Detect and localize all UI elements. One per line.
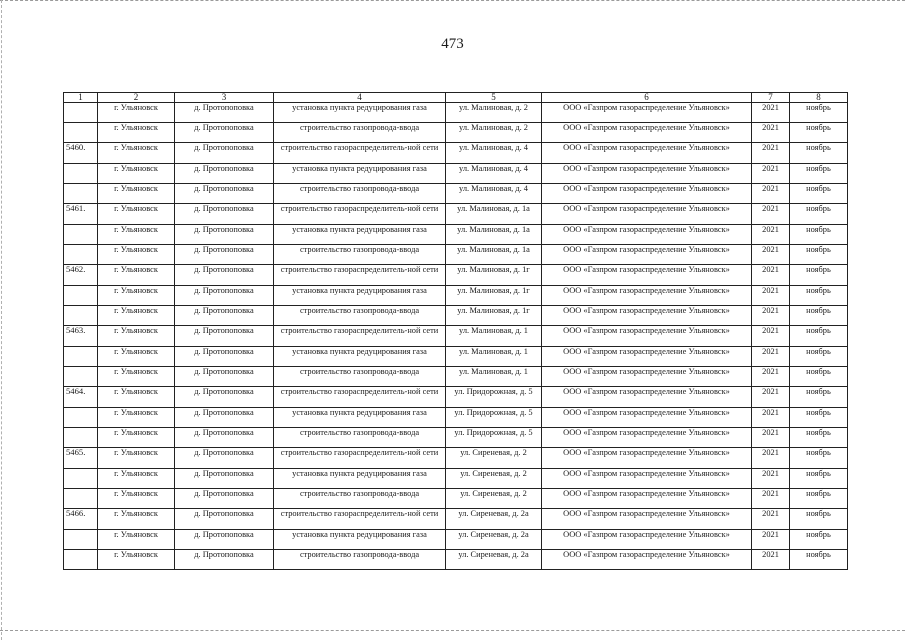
column-header: 3 bbox=[175, 93, 274, 103]
address-cell: ул. Малиновая, д. 1г bbox=[446, 286, 542, 306]
row-number: 5466. bbox=[64, 509, 98, 530]
village-cell: д. Протопоповка bbox=[175, 530, 274, 550]
year-cell: 2021 bbox=[752, 103, 790, 123]
organization-cell: ООО «Газпром газораспределение Ульяновск» bbox=[542, 530, 752, 550]
row-number: 5461. bbox=[64, 204, 98, 225]
work-type-cell: строительство газопровода-ввода bbox=[274, 550, 446, 570]
column-header: 1 bbox=[64, 93, 98, 103]
city-cell: г. Ульяновск bbox=[98, 326, 175, 347]
month-cell: ноябрь bbox=[790, 469, 848, 489]
row-number bbox=[64, 184, 98, 204]
work-type-cell: строительство газораспределитель-ной сети bbox=[274, 448, 446, 469]
column-header: 7 bbox=[752, 93, 790, 103]
column-header: 5 bbox=[446, 93, 542, 103]
year-cell: 2021 bbox=[752, 509, 790, 530]
city-cell: г. Ульяновск bbox=[98, 103, 175, 123]
month-cell: ноябрь bbox=[790, 326, 848, 347]
work-type-cell: установка пункта редуцирования газа bbox=[274, 469, 446, 489]
city-cell: г. Ульяновск bbox=[98, 367, 175, 387]
year-cell: 2021 bbox=[752, 367, 790, 387]
year-cell: 2021 bbox=[752, 530, 790, 550]
row-number bbox=[64, 103, 98, 123]
address-cell: ул. Малиновая, д. 4 bbox=[446, 184, 542, 204]
year-cell: 2021 bbox=[752, 428, 790, 448]
village-cell: д. Протопоповка bbox=[175, 428, 274, 448]
register-table bbox=[63, 92, 848, 570]
year-cell: 2021 bbox=[752, 225, 790, 245]
column-header: 8 bbox=[790, 93, 848, 103]
city-cell: г. Ульяновск bbox=[98, 245, 175, 265]
row-number bbox=[64, 367, 98, 387]
work-type-cell: строительство газораспределитель-ной сети bbox=[274, 387, 446, 408]
row-number: 5462. bbox=[64, 265, 98, 286]
year-cell: 2021 bbox=[752, 204, 790, 225]
city-cell: г. Ульяновск bbox=[98, 448, 175, 469]
table-row bbox=[64, 428, 848, 448]
village-cell: д. Протопоповка bbox=[175, 550, 274, 570]
row-number bbox=[64, 489, 98, 509]
work-type-cell: строительство газопровода-ввода bbox=[274, 428, 446, 448]
month-cell: ноябрь bbox=[790, 143, 848, 164]
village-cell: д. Протопоповка bbox=[175, 225, 274, 245]
year-cell: 2021 bbox=[752, 469, 790, 489]
table-row bbox=[64, 408, 848, 428]
organization-cell: ООО «Газпром газораспределение Ульяновск» bbox=[542, 367, 752, 387]
month-cell: ноябрь bbox=[790, 265, 848, 286]
village-cell: д. Протопоповка bbox=[175, 387, 274, 408]
year-cell: 2021 bbox=[752, 489, 790, 509]
address-cell: ул. Придорожная, д. 5 bbox=[446, 408, 542, 428]
organization-cell: ООО «Газпром газораспределение Ульяновск» bbox=[542, 448, 752, 469]
table-row bbox=[64, 530, 848, 550]
scan-edge-bottom bbox=[0, 630, 905, 632]
month-cell: ноябрь bbox=[790, 347, 848, 367]
work-type-cell: строительство газораспределитель-ной сети bbox=[274, 265, 446, 286]
organization-cell: ООО «Газпром газораспределение Ульяновск» bbox=[542, 225, 752, 245]
table-row bbox=[64, 164, 848, 184]
city-cell: г. Ульяновск bbox=[98, 123, 175, 143]
village-cell: д. Протопоповка bbox=[175, 306, 274, 326]
month-cell: ноябрь bbox=[790, 367, 848, 387]
row-number bbox=[64, 286, 98, 306]
address-cell: ул. Сиреневая, д. 2а bbox=[446, 550, 542, 570]
table-row bbox=[64, 509, 848, 530]
organization-cell: ООО «Газпром газораспределение Ульяновск» bbox=[542, 489, 752, 509]
table-row bbox=[64, 245, 848, 265]
organization-cell: ООО «Газпром газораспределение Ульяновск» bbox=[542, 265, 752, 286]
row-number: 5465. bbox=[64, 448, 98, 469]
village-cell: д. Протопоповка bbox=[175, 143, 274, 164]
village-cell: д. Протопоповка bbox=[175, 123, 274, 143]
city-cell: г. Ульяновск bbox=[98, 184, 175, 204]
table-row bbox=[64, 550, 848, 570]
city-cell: г. Ульяновск bbox=[98, 225, 175, 245]
address-cell: ул. Придорожная, д. 5 bbox=[446, 428, 542, 448]
address-cell: ул. Малиновая, д. 4 bbox=[446, 164, 542, 184]
month-cell: ноябрь bbox=[790, 306, 848, 326]
address-cell: ул. Малиновая, д. 1а bbox=[446, 225, 542, 245]
year-cell: 2021 bbox=[752, 143, 790, 164]
organization-cell: ООО «Газпром газораспределение Ульяновск» bbox=[542, 469, 752, 489]
organization-cell: ООО «Газпром газораспределение Ульяновск» bbox=[542, 103, 752, 123]
year-cell: 2021 bbox=[752, 408, 790, 428]
city-cell: г. Ульяновск bbox=[98, 509, 175, 530]
village-cell: д. Протопоповка bbox=[175, 164, 274, 184]
year-cell: 2021 bbox=[752, 326, 790, 347]
year-cell: 2021 bbox=[752, 550, 790, 570]
year-cell: 2021 bbox=[752, 184, 790, 204]
address-cell: ул. Малиновая, д. 1а bbox=[446, 204, 542, 225]
organization-cell: ООО «Газпром газораспределение Ульяновск» bbox=[542, 347, 752, 367]
city-cell: г. Ульяновск bbox=[98, 387, 175, 408]
row-number bbox=[64, 550, 98, 570]
village-cell: д. Протопоповка bbox=[175, 265, 274, 286]
address-cell: ул. Малиновая, д. 2 bbox=[446, 123, 542, 143]
work-type-cell: строительство газораспределитель-ной сети bbox=[274, 204, 446, 225]
organization-cell: ООО «Газпром газораспределение Ульяновск» bbox=[542, 428, 752, 448]
year-cell: 2021 bbox=[752, 164, 790, 184]
row-number bbox=[64, 225, 98, 245]
city-cell: г. Ульяновск bbox=[98, 265, 175, 286]
year-cell: 2021 bbox=[752, 306, 790, 326]
page-number: 473 bbox=[441, 36, 464, 52]
table-row bbox=[64, 469, 848, 489]
work-type-cell: строительство газораспределитель-ной сети bbox=[274, 326, 446, 347]
address-cell: ул. Малиновая, д. 1г bbox=[446, 306, 542, 326]
month-cell: ноябрь bbox=[790, 286, 848, 306]
row-number: 5460. bbox=[64, 143, 98, 164]
row-number bbox=[64, 428, 98, 448]
table-row bbox=[64, 103, 848, 123]
month-cell: ноябрь bbox=[790, 184, 848, 204]
table-row bbox=[64, 265, 848, 286]
month-cell: ноябрь bbox=[790, 204, 848, 225]
address-cell: ул. Придорожная, д. 5 bbox=[446, 387, 542, 408]
table-row bbox=[64, 123, 848, 143]
work-type-cell: строительство газораспределитель-ной сети bbox=[274, 143, 446, 164]
village-cell: д. Протопоповка bbox=[175, 489, 274, 509]
table-row bbox=[64, 143, 848, 164]
work-type-cell: установка пункта редуцирования газа bbox=[274, 530, 446, 550]
organization-cell: ООО «Газпром газораспределение Ульяновск» bbox=[542, 509, 752, 530]
month-cell: ноябрь bbox=[790, 509, 848, 530]
address-cell: ул. Малиновая, д. 1 bbox=[446, 326, 542, 347]
table-row bbox=[64, 225, 848, 245]
work-type-cell: установка пункта редуцирования газа bbox=[274, 164, 446, 184]
table-row bbox=[64, 489, 848, 509]
year-cell: 2021 bbox=[752, 123, 790, 143]
month-cell: ноябрь bbox=[790, 428, 848, 448]
city-cell: г. Ульяновск bbox=[98, 530, 175, 550]
organization-cell: ООО «Газпром газораспределение Ульяновск» bbox=[542, 326, 752, 347]
address-cell: ул. Малиновая, д. 2 bbox=[446, 103, 542, 123]
scan-edge-top bbox=[0, 0, 905, 3]
city-cell: г. Ульяновск bbox=[98, 489, 175, 509]
address-cell: ул. Сиреневая, д. 2а bbox=[446, 509, 542, 530]
city-cell: г. Ульяновск bbox=[98, 347, 175, 367]
city-cell: г. Ульяновск bbox=[98, 204, 175, 225]
table-row bbox=[64, 184, 848, 204]
month-cell: ноябрь bbox=[790, 448, 848, 469]
month-cell: ноябрь bbox=[790, 489, 848, 509]
year-cell: 2021 bbox=[752, 448, 790, 469]
row-number bbox=[64, 123, 98, 143]
village-cell: д. Протопоповка bbox=[175, 326, 274, 347]
month-cell: ноябрь bbox=[790, 550, 848, 570]
month-cell: ноябрь bbox=[790, 408, 848, 428]
address-cell: ул. Малиновая, д. 1а bbox=[446, 245, 542, 265]
row-number bbox=[64, 306, 98, 326]
column-header: 4 bbox=[274, 93, 446, 103]
month-cell: ноябрь bbox=[790, 123, 848, 143]
row-number bbox=[64, 164, 98, 184]
table-row bbox=[64, 306, 848, 326]
organization-cell: ООО «Газпром газораспределение Ульяновск» bbox=[542, 184, 752, 204]
organization-cell: ООО «Газпром газораспределение Ульяновск» bbox=[542, 123, 752, 143]
year-cell: 2021 bbox=[752, 387, 790, 408]
work-type-cell: строительство газопровода-ввода bbox=[274, 123, 446, 143]
table-row bbox=[64, 367, 848, 387]
village-cell: д. Протопоповка bbox=[175, 184, 274, 204]
year-cell: 2021 bbox=[752, 265, 790, 286]
village-cell: д. Протопоповка bbox=[175, 469, 274, 489]
row-number: 5464. bbox=[64, 387, 98, 408]
month-cell: ноябрь bbox=[790, 530, 848, 550]
row-number: 5463. bbox=[64, 326, 98, 347]
city-cell: г. Ульяновск bbox=[98, 143, 175, 164]
organization-cell: ООО «Газпром газораспределение Ульяновск» bbox=[542, 408, 752, 428]
city-cell: г. Ульяновск bbox=[98, 306, 175, 326]
table-row bbox=[64, 347, 848, 367]
table-row bbox=[64, 204, 848, 225]
row-number bbox=[64, 408, 98, 428]
organization-cell: ООО «Газпром газораспределение Ульяновск» bbox=[542, 143, 752, 164]
table-header-row bbox=[64, 93, 848, 103]
work-type-cell: установка пункта редуцирования газа bbox=[274, 286, 446, 306]
city-cell: г. Ульяновск bbox=[98, 408, 175, 428]
month-cell: ноябрь bbox=[790, 103, 848, 123]
table-row bbox=[64, 448, 848, 469]
address-cell: ул. Сиреневая, д. 2 bbox=[446, 448, 542, 469]
village-cell: д. Протопоповка bbox=[175, 448, 274, 469]
address-cell: ул. Малиновая, д. 1 bbox=[446, 367, 542, 387]
year-cell: 2021 bbox=[752, 245, 790, 265]
organization-cell: ООО «Газпром газораспределение Ульяновск» bbox=[542, 387, 752, 408]
month-cell: ноябрь bbox=[790, 225, 848, 245]
organization-cell: ООО «Газпром газораспределение Ульяновск» bbox=[542, 550, 752, 570]
work-type-cell: строительство газопровода-ввода bbox=[274, 245, 446, 265]
year-cell: 2021 bbox=[752, 347, 790, 367]
work-type-cell: установка пункта редуцирования газа bbox=[274, 408, 446, 428]
row-number bbox=[64, 245, 98, 265]
address-cell: ул. Малиновая, д. 4 bbox=[446, 143, 542, 164]
organization-cell: ООО «Газпром газораспределение Ульяновск» bbox=[542, 204, 752, 225]
month-cell: ноябрь bbox=[790, 387, 848, 408]
month-cell: ноябрь bbox=[790, 245, 848, 265]
village-cell: д. Протопоповка bbox=[175, 286, 274, 306]
village-cell: д. Протопоповка bbox=[175, 509, 274, 530]
organization-cell: ООО «Газпром газораспределение Ульяновск» bbox=[542, 245, 752, 265]
table-row bbox=[64, 387, 848, 408]
work-type-cell: строительство газопровода-ввода bbox=[274, 489, 446, 509]
work-type-cell: строительство газопровода-ввода bbox=[274, 184, 446, 204]
village-cell: д. Протопоповка bbox=[175, 367, 274, 387]
city-cell: г. Ульяновск bbox=[98, 286, 175, 306]
row-number bbox=[64, 347, 98, 367]
column-header: 6 bbox=[542, 93, 752, 103]
organization-cell: ООО «Газпром газораспределение Ульяновск» bbox=[542, 306, 752, 326]
address-cell: ул. Малиновая, д. 1г bbox=[446, 265, 542, 286]
work-type-cell: установка пункта редуцирования газа bbox=[274, 225, 446, 245]
work-type-cell: установка пункта редуцирования газа bbox=[274, 347, 446, 367]
address-cell: ул. Сиреневая, д. 2 bbox=[446, 489, 542, 509]
table-row bbox=[64, 326, 848, 347]
city-cell: г. Ульяновск bbox=[98, 164, 175, 184]
village-cell: д. Протопоповка bbox=[175, 347, 274, 367]
address-cell: ул. Сиреневая, д. 2а bbox=[446, 530, 542, 550]
table-row bbox=[64, 286, 848, 306]
work-type-cell: установка пункта редуцирования газа bbox=[274, 103, 446, 123]
village-cell: д. Протопоповка bbox=[175, 245, 274, 265]
city-cell: г. Ульяновск bbox=[98, 469, 175, 489]
table-body bbox=[64, 103, 848, 570]
village-cell: д. Протопоповка bbox=[175, 103, 274, 123]
organization-cell: ООО «Газпром газораспределение Ульяновск» bbox=[542, 164, 752, 184]
address-cell: ул. Сиреневая, д. 2 bbox=[446, 469, 542, 489]
work-type-cell: строительство газопровода-ввода bbox=[274, 367, 446, 387]
column-header: 2 bbox=[98, 93, 175, 103]
village-cell: д. Протопоповка bbox=[175, 204, 274, 225]
row-number bbox=[64, 469, 98, 489]
row-number bbox=[64, 530, 98, 550]
work-type-cell: строительство газопровода-ввода bbox=[274, 306, 446, 326]
address-cell: ул. Малиновая, д. 1 bbox=[446, 347, 542, 367]
work-type-cell: строительство газораспределитель-ной сети bbox=[274, 509, 446, 530]
year-cell: 2021 bbox=[752, 286, 790, 306]
organization-cell: ООО «Газпром газораспределение Ульяновск» bbox=[542, 286, 752, 306]
month-cell: ноябрь bbox=[790, 164, 848, 184]
village-cell: д. Протопоповка bbox=[175, 408, 274, 428]
city-cell: г. Ульяновск bbox=[98, 550, 175, 570]
scan-edge-left bbox=[1, 0, 3, 640]
city-cell: г. Ульяновск bbox=[98, 428, 175, 448]
